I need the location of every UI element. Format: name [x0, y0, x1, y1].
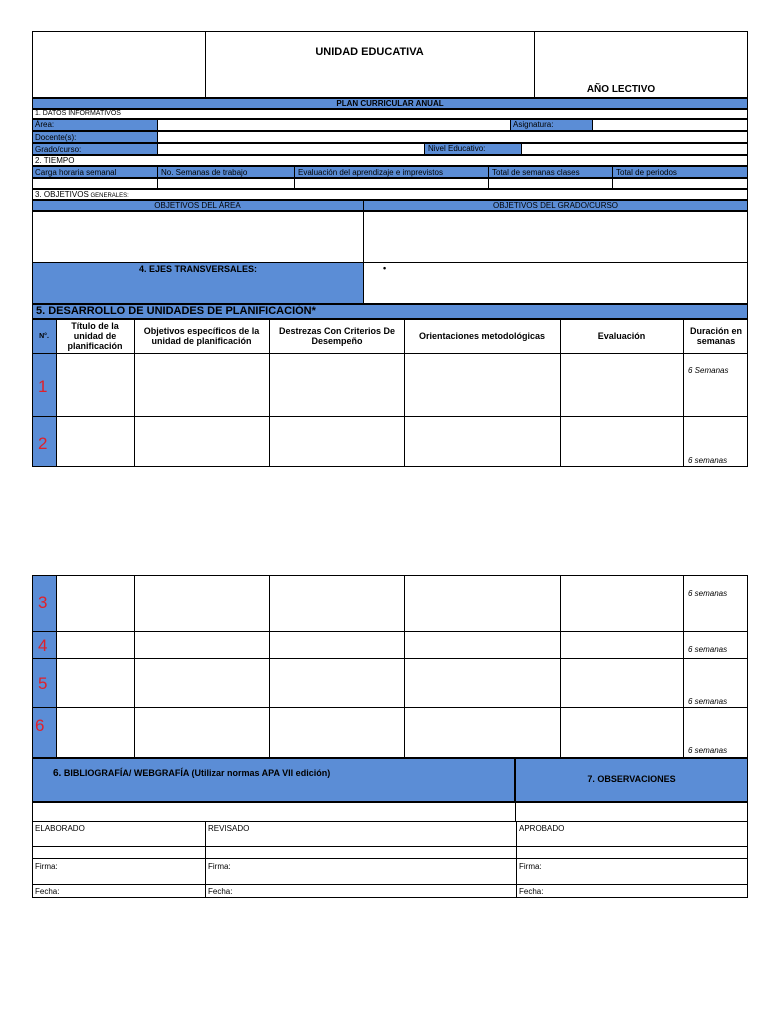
asignatura-label: Asignatura: — [510, 120, 592, 130]
docentes-label: Docente(s): — [35, 133, 77, 142]
fecha-elaborado: Fecha: — [35, 887, 60, 896]
col-orientaciones: Orientaciones metodológicas — [418, 331, 546, 341]
elaborado-label: ELABORADO — [35, 824, 85, 833]
row-duration-3: 6 semanas — [688, 589, 728, 598]
school-year: AÑO LECTIVO — [586, 84, 656, 95]
row-number-4: 4 — [38, 636, 48, 655]
firma-elaborado: Firma: — [35, 862, 58, 871]
area-label: Área: — [33, 120, 157, 130]
desarrollo-title-bar: 5. DESARROLLO DE UNIDADES DE PLANIFICACIÓN* — [32, 304, 748, 319]
school-title: UNIDAD EDUCATIVA — [315, 46, 424, 58]
row-duration-5: 6 semanas — [688, 697, 728, 706]
aprobado-label: APROBADO — [519, 824, 565, 833]
row-duration-1: 6 Semanas — [688, 366, 729, 375]
plan-title-bar — [32, 98, 748, 109]
tiempo-values-row — [32, 178, 748, 189]
col-destrezas: Destrezas Con Criterios De Desempeño — [278, 326, 396, 346]
row-number-6: 6 — [35, 716, 45, 735]
row-duration-6: 6 semanas — [688, 746, 728, 755]
col-objetivos: Objetivos específicos de la unidad de planificación — [143, 326, 260, 346]
grado-row — [32, 143, 748, 155]
fecha-revisado: Fecha: — [208, 887, 233, 896]
desarrollo-table-continued — [32, 575, 748, 758]
fecha-aprobado: Fecha: — [519, 887, 544, 896]
col-evaluacion: Evaluación — [597, 331, 646, 341]
grado-label: Grado/curso: — [35, 145, 82, 154]
col-num: N°. — [39, 333, 49, 340]
observaciones-label: 7. OBSERVACIONES — [587, 774, 676, 784]
row-number-5: 5 — [38, 674, 48, 693]
docentes-row — [32, 131, 748, 143]
row-duration-4: 6 semanas — [688, 645, 728, 654]
plan-title: PLAN CURRICULAR ANUAL — [336, 99, 444, 108]
firma-revisado: Firma: — [208, 862, 231, 871]
firma-aprobado: Firma: — [519, 862, 542, 871]
col-titulo: Título de la unidad de planificación — [67, 321, 123, 351]
bibliografia-label: 6. BIBLIOGRAFÍA/ WEBGRAFÍA (Utilizar normas APA VII edición) — [53, 768, 331, 779]
signature-table — [32, 821, 748, 898]
objetivos-content-row — [32, 211, 748, 263]
revisado-label: REVISADO — [208, 824, 250, 833]
nivel-label: Nivel Educativo: — [424, 144, 521, 154]
objetivos-row: 3. OBJETIVOS GENERALES: — [32, 189, 748, 200]
row-duration-2: 6 semanas — [688, 456, 728, 465]
row-number-2: 2 — [38, 434, 48, 453]
bibliografia-header — [32, 758, 515, 802]
bibliografia-content — [32, 802, 748, 822]
col-duracion: Duración en semanas — [689, 326, 742, 346]
tiempo-row: 2. TIEMPO — [32, 155, 748, 166]
ejes-label: 4. EJES TRANSVERSALES: — [33, 263, 363, 303]
row-number-1: 1 — [38, 377, 48, 396]
datos-informativos-row: 1. DATOS INFORMATIVOS — [32, 109, 748, 119]
ejes-bullet: • — [383, 263, 387, 273]
row-number-3: 3 — [38, 593, 48, 612]
